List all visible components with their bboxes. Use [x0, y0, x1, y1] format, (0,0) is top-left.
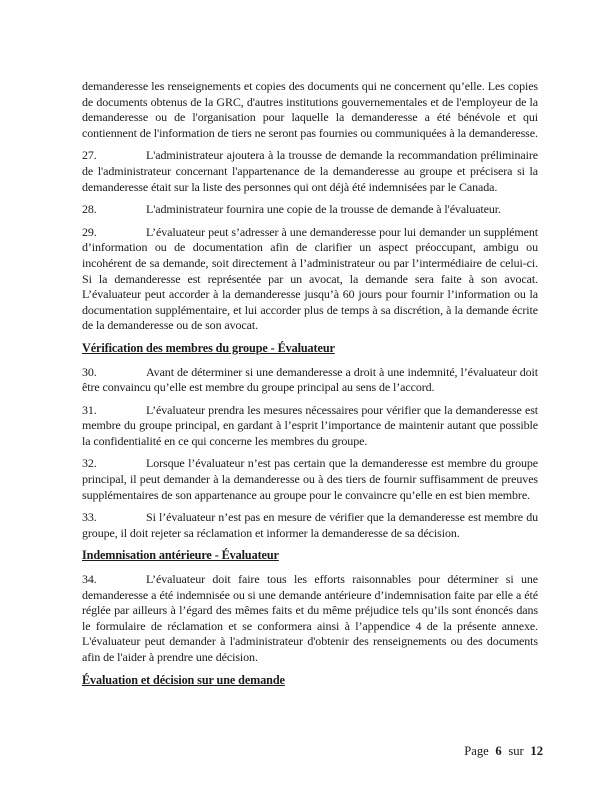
paragraph-number: 28. — [82, 202, 97, 217]
numbered-paragraph: 27. L'administrateur ajoutera à la trousse de demande la recommandation préliminaire de l'administrateur concernant l'appartenance de la demanderesse au groupe et précisera si la demanderesse était sur la liste des personnes qui ont déjà été indemnisées par le Canada. — [82, 148, 538, 194]
paragraph-number: 33. — [82, 510, 97, 525]
paragraph-number: 30. — [82, 364, 97, 379]
footer-separator: sur — [508, 744, 524, 758]
numbered-paragraph: 30. Avant de déterminer si une demanderesse a droit à une indemnité, l’évaluateur doit être convaincu qu’elle est membre du groupe principal au sens de l’accord. — [82, 364, 538, 395]
footer-page-number: 6 — [495, 744, 502, 758]
paragraph: demanderesse les renseignements et copies des documents qui ne concernent qu’elle. Les copies de documents obtenus de la GRC, d'autres institutions gouvernementales et de l'employeur de la demanderesse ou de l'organisation pour laquelle la demanderesse a été bénévole et qui contiennent de l'information de tiers ne seront pas fournies ou communiquées à la demanderesse. — [82, 79, 538, 140]
footer-page-label: Page — [464, 744, 489, 758]
numbered-paragraph: 32. Lorsque l’évaluateur n’est pas certain que la demanderesse est membre du groupe principal, il peut demander à la demanderesse ou à des tiers de fournir suffisamment de preuves supplémentaires de son appartenance au groupe pour le convaincre qu’elle en est bien membre. — [82, 456, 538, 502]
paragraph-number: 27. — [82, 148, 97, 163]
paragraph-number: 29. — [82, 224, 97, 239]
section-heading: Vérification des membres du groupe - Évaluateur — [82, 340, 335, 355]
footer-total-pages: 12 — [530, 744, 543, 758]
numbered-paragraph: 33. Si l’évaluateur n’est pas en mesure de vérifier que la demanderesse est membre du groupe, il doit rejeter sa réclamation et informer la demanderesse de sa décision. — [82, 510, 538, 540]
document-body — [82, 79, 538, 696]
section-heading: Évaluation et décision sur une demande — [82, 672, 285, 687]
paragraph-number: 34. — [82, 572, 97, 587]
paragraph-number: 32. — [82, 456, 97, 471]
numbered-paragraph: 29. L’évaluateur peut s’adresser à une demanderesse pour lui demander un supplément d’information ou de documentation afin de clarifier un aspect préoccupant, ambigu ou incohérent de sa demande, soit directement à l’administrateur ou par l’intermédiaire de celui-ci. Si la demanderesse est représentée par un avocat, la demande sera faite à son avocat. L’évaluateur peut accorder à la demanderesse jusqu’à 60 jours pour fournir l’information ou la documentation supplémentaire, et lui accorder plus de temps à sa discrétion, à la demande écrite de la demanderesse ou de son avocat. — [82, 224, 538, 333]
numbered-paragraph: 34. L’évaluateur doit faire tous les efforts raisonnables pour déterminer si une demanderesse a été indemnisée ou si une demande antérieure d’indemnisation faite par elle a été réglée par ailleurs à l’égard des mêmes faits et du même préjudice tels qu’ils sont énoncés dans le formulaire de réclamation et se conformera ainsi à l’appendice 4 de la présente annexe. L'évaluateur peut demander à l'administrateur d'obtenir des renseignements ou des documents afin de l'aider à prendre une décision. — [82, 572, 538, 664]
numbered-paragraph: 31. L’évaluateur prendra les mesures nécessaires pour vérifier que la demanderesse est membre du groupe principal, en gardant à l’esprit l’importance de maintenir autant que possible la confidentialité en ce qui concerne les membres du groupe. — [82, 402, 538, 448]
paragraph-number: 31. — [82, 402, 97, 417]
section-heading: Indemnisation antérieure - Évaluateur — [82, 548, 279, 563]
numbered-paragraph: 28. L'administrateur fournira une copie de la trousse de demande à l'évaluateur. — [82, 202, 501, 217]
page-footer — [464, 744, 543, 759]
